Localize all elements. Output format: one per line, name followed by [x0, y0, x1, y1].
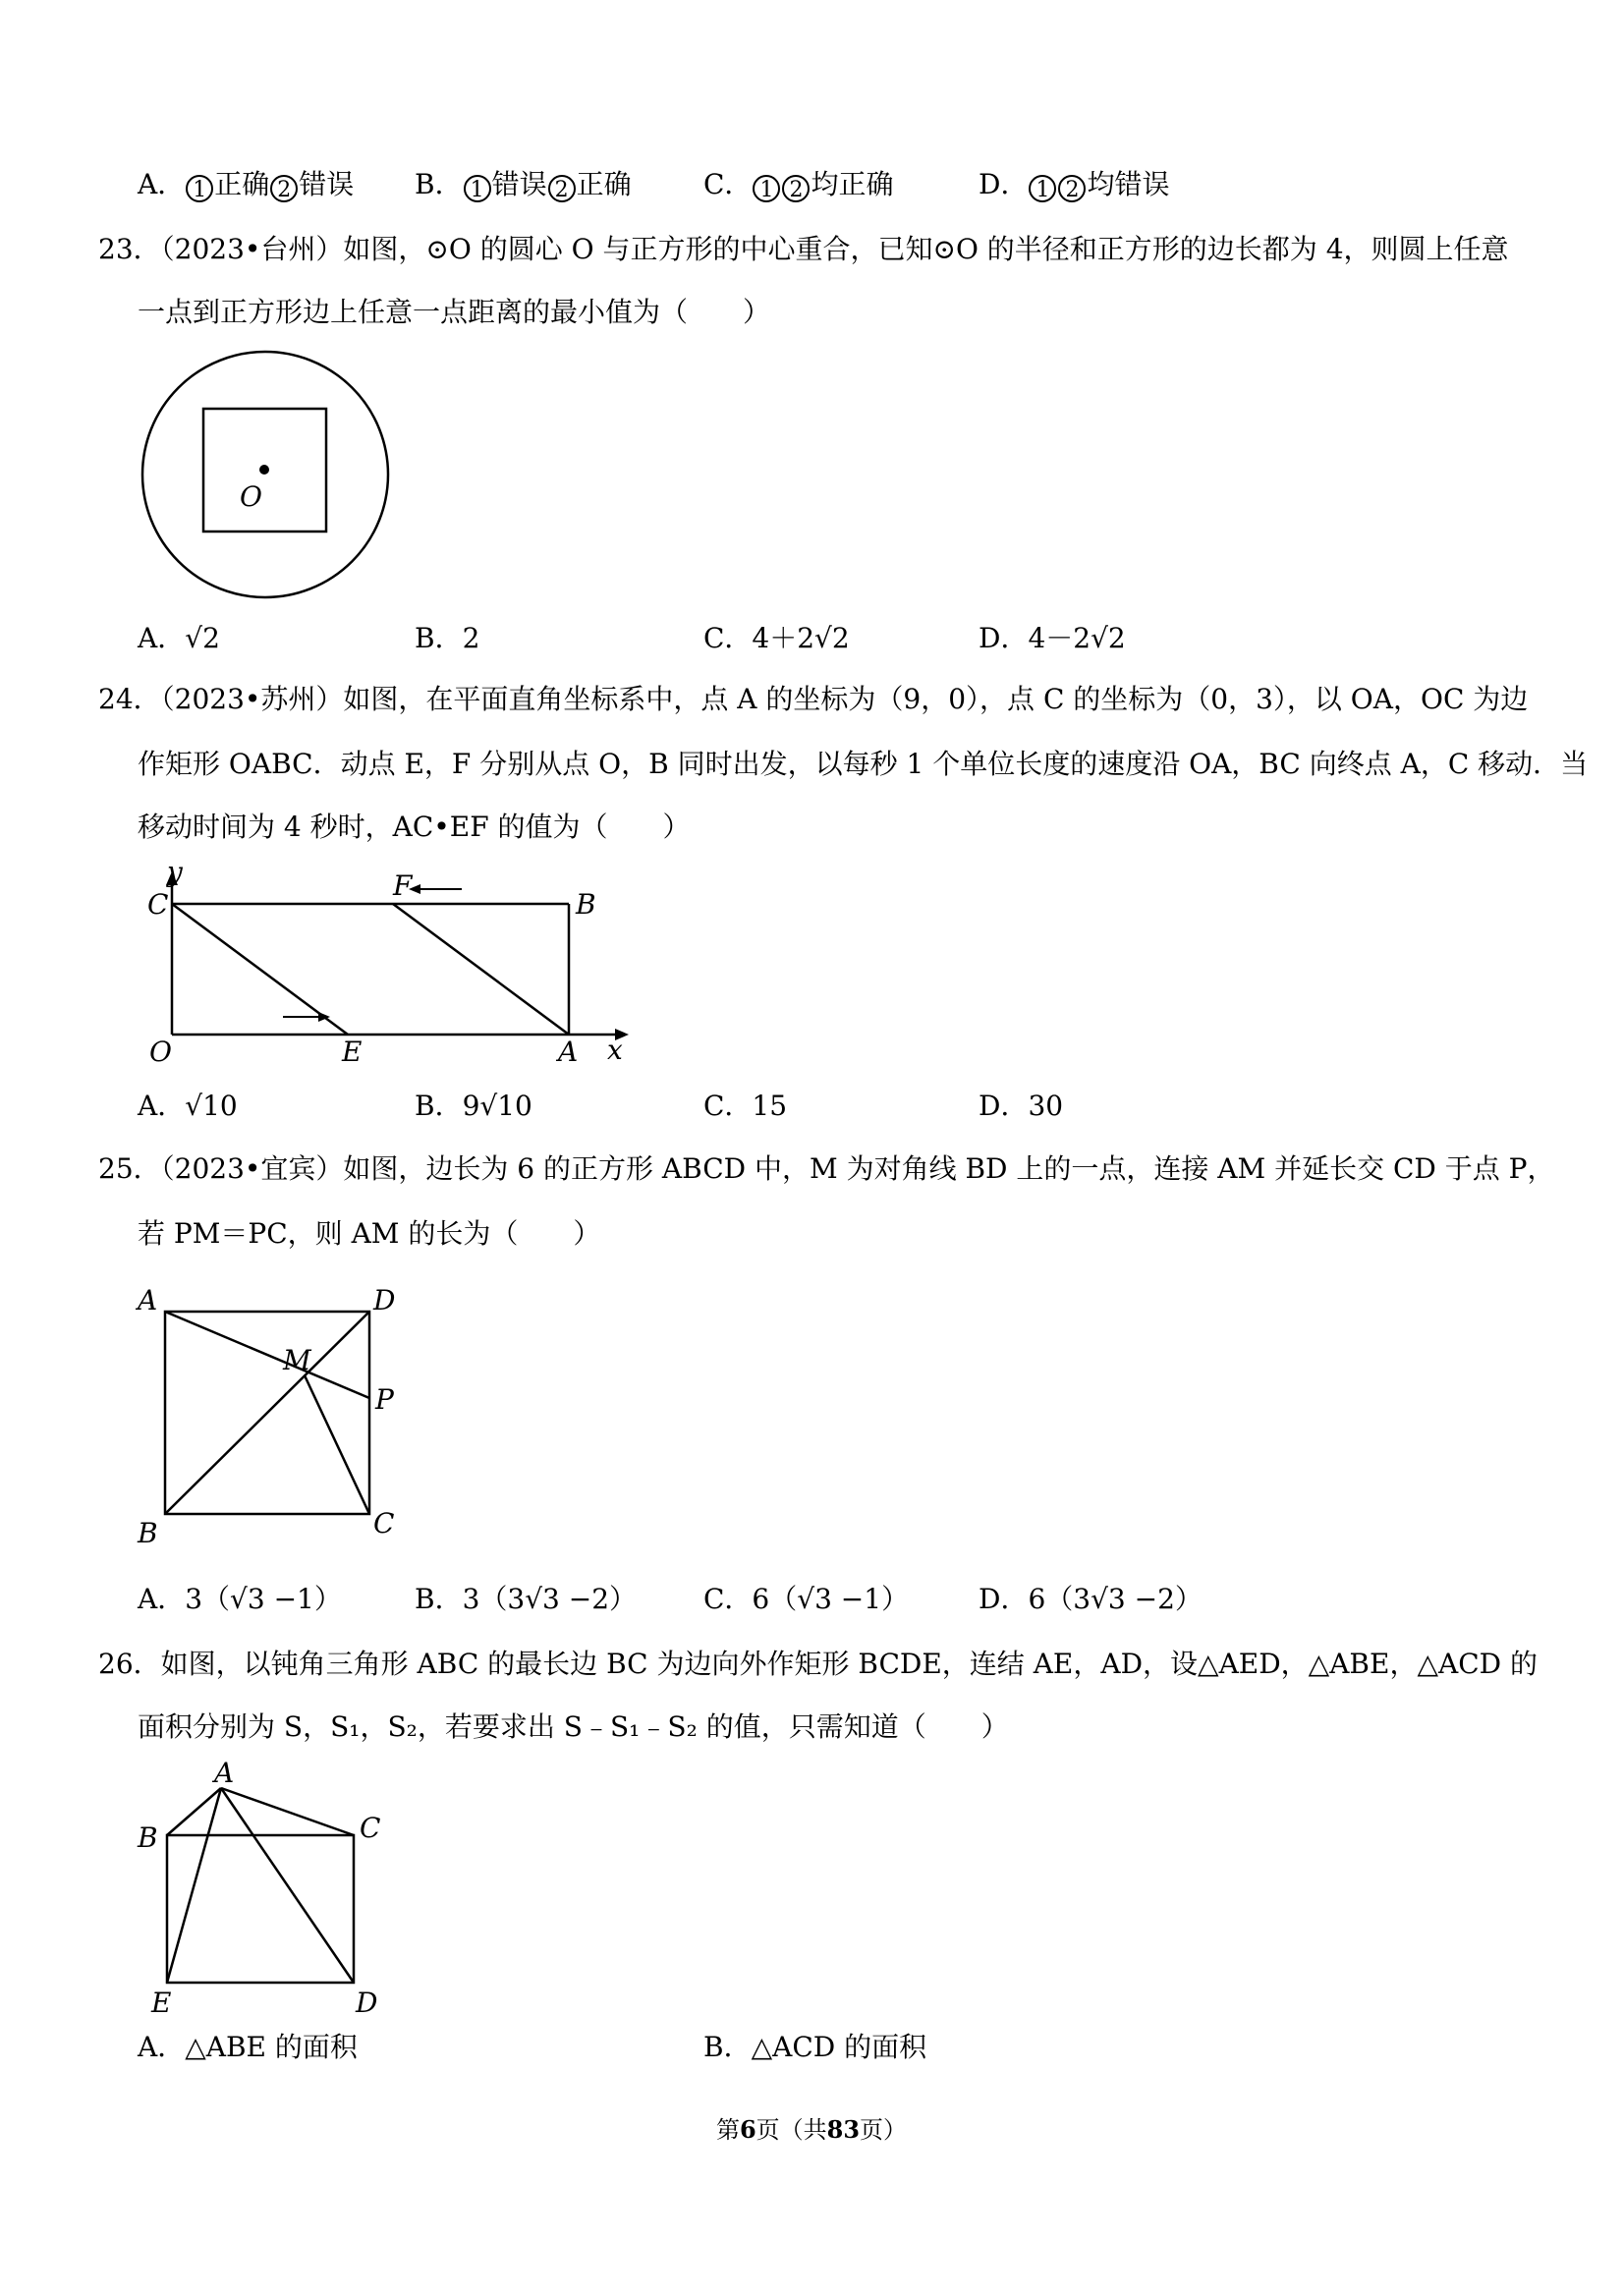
q25-figure: [128, 1277, 413, 1552]
q22-option-c: C． 1 2 均正确: [703, 168, 894, 202]
q23-option-c: C．4＋2√2: [703, 622, 850, 654]
footer-page-number: 6: [739, 2115, 756, 2144]
footer-prefix: 第: [715, 2116, 740, 2144]
q24-text-line2: 作矩形 OABC．动点 E，F 分别从点 O，B 同时出发，以每秒 1 个单位长度的速度沿 OA，BC 向终点 A，C 移动．当: [138, 748, 1589, 780]
q25-label-c: C: [373, 1507, 395, 1540]
q22-option-d: D． 1 2 均错误: [979, 168, 1170, 202]
q25-option-c: C．6（√3 −1）: [703, 1583, 910, 1615]
q24-option-d: D．30: [979, 1090, 1064, 1122]
q26-segment-ae: [167, 1788, 221, 1983]
q26-text-line1: 26．如图，以钝角三角形 ABC 的最长边 BC 为边向外作矩形 BCDE，连结 AE，AD，设△AED，△ABE，△ACD 的: [98, 1648, 1538, 1680]
q25-option-d: D．6（3√3 −2）: [979, 1583, 1203, 1615]
q23-label-o: O: [240, 480, 262, 513]
footer-suffix: 页）: [860, 2116, 908, 2144]
footer-total-pages: 83: [826, 2115, 861, 2144]
q23-circle: [142, 352, 388, 597]
q24-option-a: A．√10: [138, 1090, 238, 1122]
q23-center-point: [259, 465, 269, 475]
q25-text-line1: 25．（2023•宜宾）如图，边长为 6 的正方形 ABCD 中，M 为对角线 BD 上的一点，连接 AM 并延长交 CD 于点 P，: [98, 1152, 1555, 1185]
q24-label-y: y: [167, 860, 183, 888]
q23-option-a: A．√2: [138, 622, 220, 654]
q24-option-c: C．15: [703, 1090, 788, 1122]
q24-segment-fa: [393, 904, 569, 1035]
q22-option-b: B． 1 错误 2 正确: [415, 168, 632, 202]
q24-option-b: B．9√10: [415, 1090, 532, 1122]
q25-label-a: A: [138, 1284, 158, 1316]
q25-option-a: A．3（√3 −1）: [138, 1583, 342, 1615]
q24-figure: [128, 860, 639, 1076]
q26-segment-ac: [221, 1788, 354, 1835]
q23-text-line1: 23．（2023•台州）如图，⊙O 的圆心 O 与正方形的中心重合，已知⊙O 的半径和正方形的边长都为 4，则圆上任意: [98, 233, 1509, 265]
q24-label-e: E: [342, 1036, 363, 1068]
q26-text-line2: 面积分别为 S，S₁，S₂，若要求出 S﹣S₁﹣S₂ 的值，只需知道（ ）: [138, 1710, 1009, 1743]
q26-label-a: A: [214, 1759, 235, 1789]
q24-label-f: F: [393, 869, 413, 902]
q25-label-d: D: [373, 1284, 396, 1316]
q25-text-line2: 若 PM＝PC，则 AM 的长为（ ）: [138, 1217, 601, 1250]
q26-segment-ad: [221, 1788, 354, 1983]
page-footer: [0, 2114, 1623, 2146]
q26-label-d: D: [356, 1987, 378, 2019]
q24-text-line1: 24．（2023•苏州）如图，在平面直角坐标系中，点 A 的坐标为（9，0），点 C 的坐标为（0，3），以 OA，OC 为边: [98, 683, 1529, 715]
q26-label-e: E: [151, 1987, 172, 2019]
q26-rectangle-bcde: [167, 1835, 354, 1983]
q26-figure: [128, 1759, 403, 2024]
q23-figure: [128, 344, 403, 599]
footer-mid: 页（共: [756, 2116, 827, 2144]
q26-option-b: B．△ACD 的面积: [703, 2031, 927, 2063]
q25-label-b: B: [138, 1517, 158, 1549]
q24-label-a: A: [558, 1036, 579, 1068]
q25-option-b: B．3（3√3 −2）: [415, 1583, 638, 1615]
q24-text-line3: 移动时间为 4 秒时，AC•EF 的值为（ ）: [138, 811, 691, 843]
q24-label-b: B: [576, 888, 596, 921]
q24-label-o: O: [149, 1036, 172, 1068]
q25-diagonal-bd: [165, 1312, 369, 1514]
q25-label-m: M: [283, 1344, 311, 1376]
q24-label-c: C: [147, 888, 169, 921]
q25-segment-mc: [305, 1375, 369, 1514]
q24-label-x: x: [607, 1034, 623, 1066]
q23-option-d: D．4－2√2: [979, 622, 1126, 654]
q26-label-c: C: [360, 1812, 381, 1844]
q22-option-a: A． 1 正确 2 错误: [138, 168, 355, 202]
q26-option-a: A．△ABE 的面积: [138, 2031, 358, 2063]
q23-option-b: B．2: [415, 622, 480, 654]
q26-segment-ba: [167, 1788, 221, 1835]
q26-label-b: B: [138, 1821, 158, 1854]
q25-label-p: P: [375, 1383, 394, 1416]
q25-segment-ap: [165, 1312, 369, 1398]
q23-text-line2: 一点到正方形边上任意一点距离的最小值为（ ）: [138, 296, 771, 328]
